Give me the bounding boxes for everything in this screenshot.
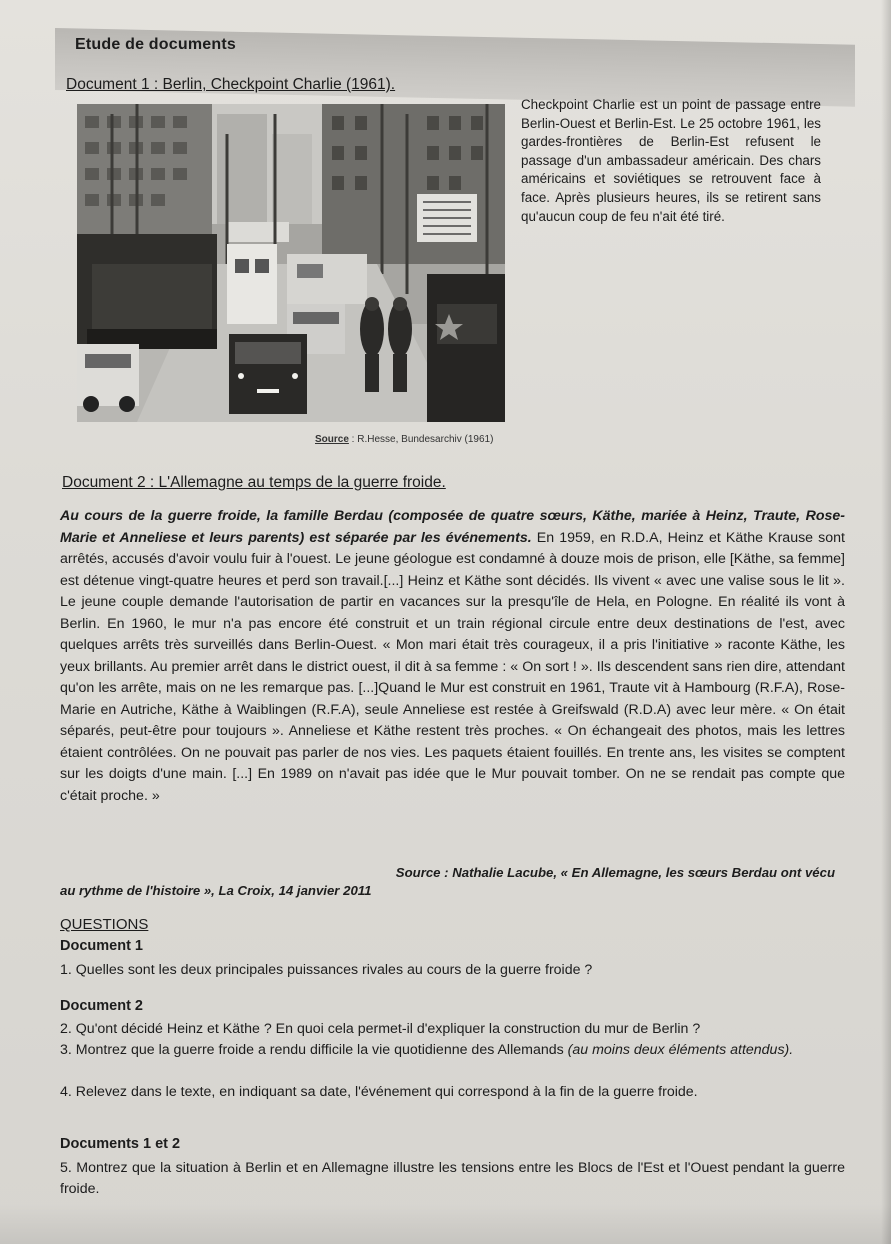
photo-source-label: Source <box>315 434 349 445</box>
question-5: 5. Montrez que la situation à Berlin et en Allemagne illustre les tensions entre les Blocs de l'Est et l'Ouest pendant la guerre froide. <box>60 1160 845 1197</box>
document2-body <box>60 506 845 807</box>
section-title: Etude de documents <box>75 36 236 53</box>
question-2: 2. Qu'ont décidé Heinz et Käthe ? En quoi cela permet-il d'expliquer la construction du mur de Berlin ? <box>60 1021 701 1037</box>
document1-title: Document 1 : Berlin, Checkpoint Charlie (1961). <box>66 76 396 93</box>
question-3-note: (au moins deux éléments attendus). <box>567 1042 794 1058</box>
document2-source-line1: Source : Nathalie Lacube, « En Allemagne, les sœurs Berdau ont vécu <box>395 865 835 880</box>
questions-title: QUESTIONS <box>60 916 149 933</box>
document2-text: En 1959, en R.D.A, Heinz et Käthe Krause sont arrêtés, accusés d'avoir voulu fuir à l'ouest. Le jeune géologue est condamné à douze mois de prison, elle [Käthe, sa femme] est détenue vingt-quatre heures et perd son travail.[...] Heinz et Käthe sont décidés. Ils vivent « avec une valise sous le lit ». Le jeune couple demande l'autorisation de partir en vacances sur la presqu'île de Hela, en Pologne. En réalité ils vont à Berlin. En 1960, le mur n'a pas encore été construit et un train régional circule entre deux destinations de l'est, avec quelques arrêts très surveillés dans Berlin-Ouest. « Mon mari était très courageux, il a pris l'initiative » raconte Käthe, les yeux brillants. Au premier arrêt dans le district ouest, il dit à sa femme : « On sort ! ». Ils descendent sans rien dire, attendant qu'on les arrête, mais on ne les remarque pas. [...]Quand le Mur est construit en 1961, Traute vit à Hambourg (R.F.A), Rose-Marie en Autriche, Käthe à Waiblingen (R.F.A), seule Anneliese est restée à Greifswald (R.D.A) avec leur mère. « On était séparés, peut-être pour toujours ». Anneliese et Käthe restent très proches. « On échangeait des photos, mais les lettres étaient contrôlées. On ne pouvait pas parler de nos vies. Les paquets étaient fouillés. En trente ans, les visites se comptent sur les doigts d'une main. [...] En 1989 on n'avait pas idée que le Mur pouvait tomber. On ne se rendait pas compte que c'était proche. » <box>60 529 845 804</box>
photo-source <box>315 434 493 445</box>
question-3-text: 3. Montrez que la guerre froide a rendu difficile la vie quotidienne des Allemands <box>60 1042 568 1058</box>
document2-intro: Au cours de la guerre froide, la famille Berdau (composée de quatre sœurs, Käthe, mariée à Heinz, Traute, Rose-Marie et Anneliese et leurs parents) est séparée par les événements. <box>60 508 845 546</box>
page-bottom-shadow <box>0 1204 891 1244</box>
questions-doc1-heading: Document 1 <box>60 938 143 954</box>
photo-source-text: : R.Hesse, Bundesarchiv (1961) <box>348 434 494 445</box>
document2-source <box>60 864 845 900</box>
question-1: 1. Quelles sont les deux principales puissances rivales au cours de la guerre froide ? <box>60 962 593 978</box>
page-edge-shadow <box>881 0 891 1244</box>
questions-doc12-heading: Documents 1 et 2 <box>60 1136 181 1152</box>
question-3 <box>60 1040 845 1061</box>
document2-source-line2: au rythme de l'histoire », La Croix, 14 janvier 2011 <box>60 883 372 898</box>
checkpoint-charlie-photo <box>77 104 505 422</box>
questions-doc2-heading: Document 2 <box>60 998 143 1014</box>
question-4: 4. Relevez dans le texte, en indiquant sa date, l'événement qui correspond à la fin de la guerre froide. <box>60 1084 698 1100</box>
document1-text: Checkpoint Charlie est un point de passage entre Berlin-Ouest et Berlin-Est. Le 25 octobre 1961, les gardes-frontières de Berlin-Est refusent le passage d'un ambassadeur américain. Des chars américains et soviétiques se retrouvent face à face. Après plusieurs heures, ils se retirent sans qu'aucun coup de feu n'ait été tiré. <box>521 97 821 224</box>
document2-title: Document 2 : L'Allemagne au temps de la guerre froide. <box>62 474 446 491</box>
